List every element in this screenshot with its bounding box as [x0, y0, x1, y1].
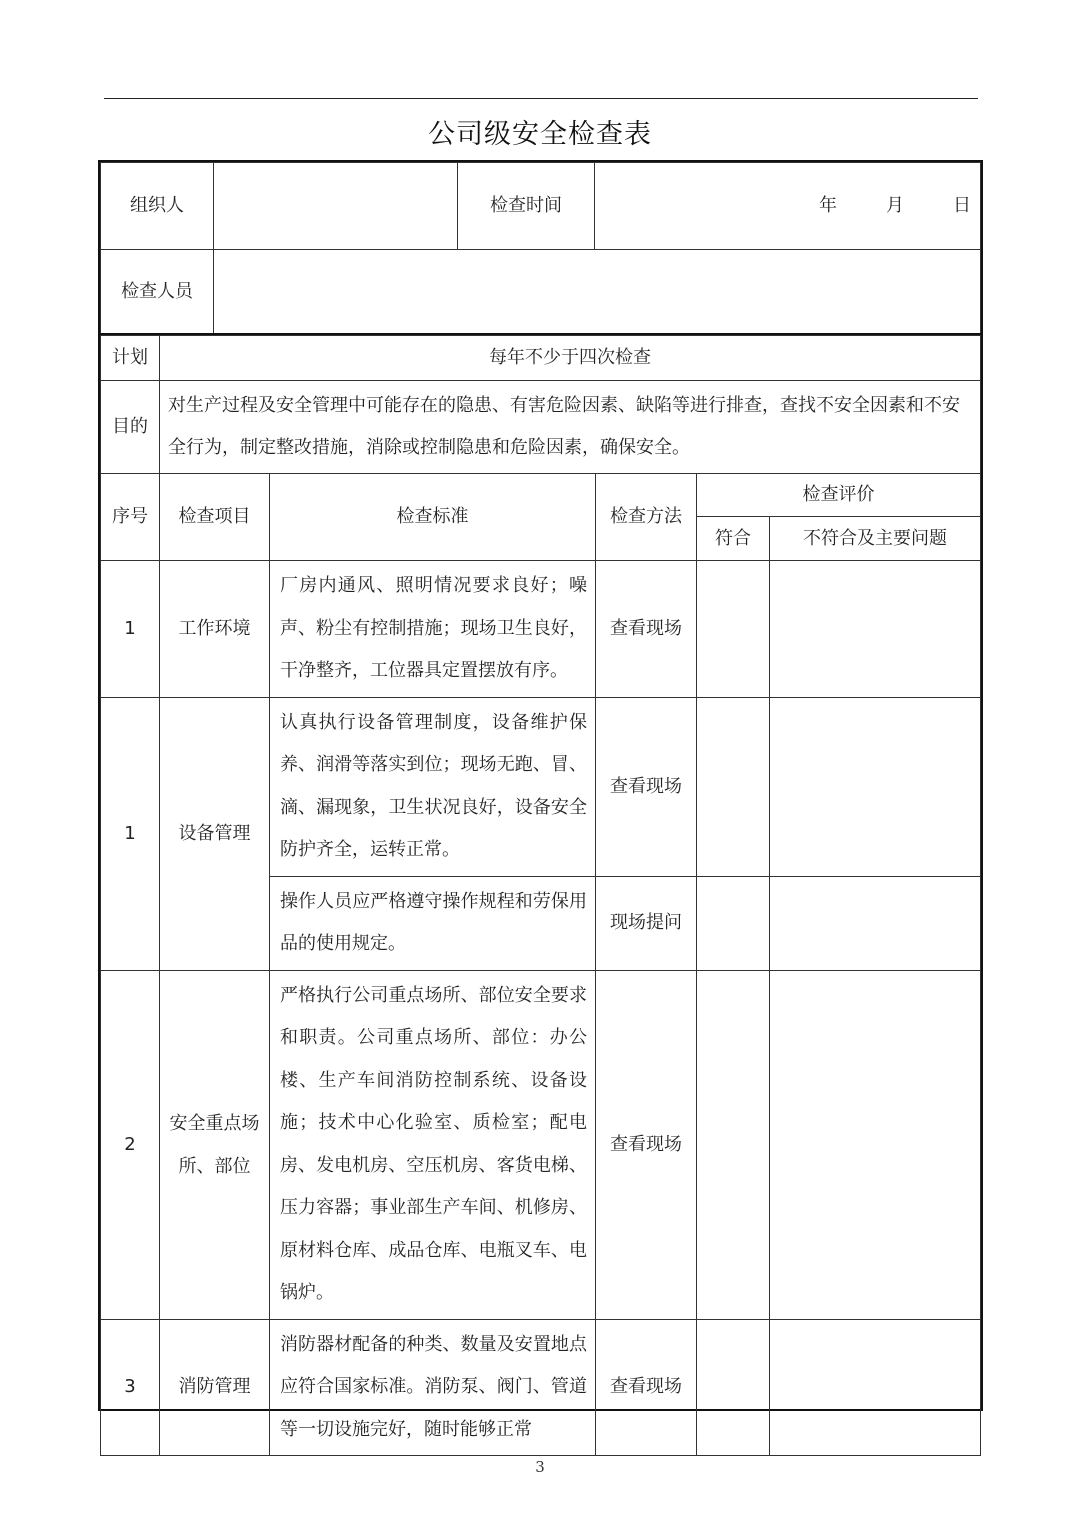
row-seq: 1 — [101, 697, 160, 970]
day-label: 日 — [953, 195, 971, 216]
row-standard: 认真执行设备管理制度，设备维护保养、润滑等落实到位；现场无跑、冒、滴、漏现象，卫生状况良好，设备安全防护齐全，运转正常。 — [270, 697, 596, 876]
col-header-nonconform: 不符合及主要问题 — [770, 517, 981, 561]
table-row — [101, 1319, 981, 1456]
row-seq: 1 — [101, 561, 160, 698]
row-method: 查看现场 — [596, 970, 697, 1319]
conform-cell[interactable] — [697, 876, 770, 970]
purpose-value: 对生产过程及安全管理中可能存在的隐患、有害危险因素、缺陷等进行排查，查找不安全因素和不安全行为，制定整改措施，消除或控制隐患和危险因素，确保安全。 — [160, 381, 981, 474]
col-header-item: 检查项目 — [160, 474, 270, 561]
conform-cell[interactable] — [697, 561, 770, 698]
organizer-label: 组织人 — [101, 163, 214, 250]
row-method: 查看现场 — [596, 1319, 697, 1456]
check-time-field[interactable] — [595, 163, 981, 250]
purpose-label: 目的 — [101, 381, 160, 474]
row-standard: 严格执行公司重点场所、部位安全要求和职责。公司重点场所、部位：办公楼、生产车间消防控制系统、设备设施；技术中心化验室、质检室；配电房、发电机房、空压机房、客货电梯、压力容器；事业部生产车间、机修房、原材料仓库、成品仓库、电瓶叉车、电锅炉。 — [270, 970, 596, 1319]
row-seq: 3 — [101, 1319, 160, 1456]
nonconform-cell[interactable] — [770, 970, 981, 1319]
check-time-label: 检查时间 — [458, 163, 595, 250]
header-info-table — [98, 160, 983, 336]
row-item: 安全重点场所、部位 — [160, 970, 270, 1319]
table-row — [101, 697, 981, 876]
conform-cell[interactable] — [697, 970, 770, 1319]
col-header-seq: 序号 — [101, 474, 160, 561]
nonconform-cell[interactable] — [770, 876, 981, 970]
row-standard: 消防器材配备的种类、数量及安置地点应符合国家标准。消防泵、阀门、管道等一切设施完好，随时能够正常 — [270, 1319, 596, 1456]
year-label: 年 — [819, 195, 837, 216]
col-header-standard: 检查标准 — [270, 474, 596, 561]
row-item: 消防管理 — [160, 1319, 270, 1456]
row-seq: 2 — [101, 970, 160, 1319]
plan-label: 计划 — [101, 336, 160, 381]
conform-cell[interactable] — [697, 697, 770, 876]
organizer-field[interactable] — [214, 163, 458, 250]
col-header-conform: 符合 — [697, 517, 770, 561]
inspectors-label: 检查人员 — [101, 250, 214, 334]
month-label: 月 — [886, 195, 904, 216]
header-rule — [104, 98, 978, 99]
row-method: 查看现场 — [596, 561, 697, 698]
row-method: 现场提问 — [596, 876, 697, 970]
row-item: 设备管理 — [160, 697, 270, 970]
row-item: 工作环境 — [160, 561, 270, 698]
inspectors-field[interactable] — [214, 250, 981, 334]
row-standard: 操作人员应严格遵守操作规程和劳保用品的使用规定。 — [270, 876, 596, 970]
page-title: 公司级安全检查表 — [428, 119, 652, 150]
table-row — [101, 561, 981, 698]
table-row — [101, 970, 981, 1319]
col-header-evaluation: 检查评价 — [697, 474, 981, 517]
row-standard: 厂房内通风、照明情况要求良好；噪声、粉尘有控制措施；现场卫生良好，干净整齐，工位器具定置摆放有序。 — [270, 561, 596, 698]
plan-value: 每年不少于四次检查 — [160, 336, 981, 381]
page-number: 3 — [535, 1458, 545, 1476]
nonconform-cell[interactable] — [770, 561, 981, 698]
nonconform-cell[interactable] — [770, 697, 981, 876]
checklist-table — [98, 333, 983, 1440]
nonconform-cell[interactable] — [770, 1319, 981, 1456]
col-header-method: 检查方法 — [596, 474, 697, 561]
conform-cell[interactable] — [697, 1319, 770, 1456]
row-method: 查看现场 — [596, 697, 697, 876]
